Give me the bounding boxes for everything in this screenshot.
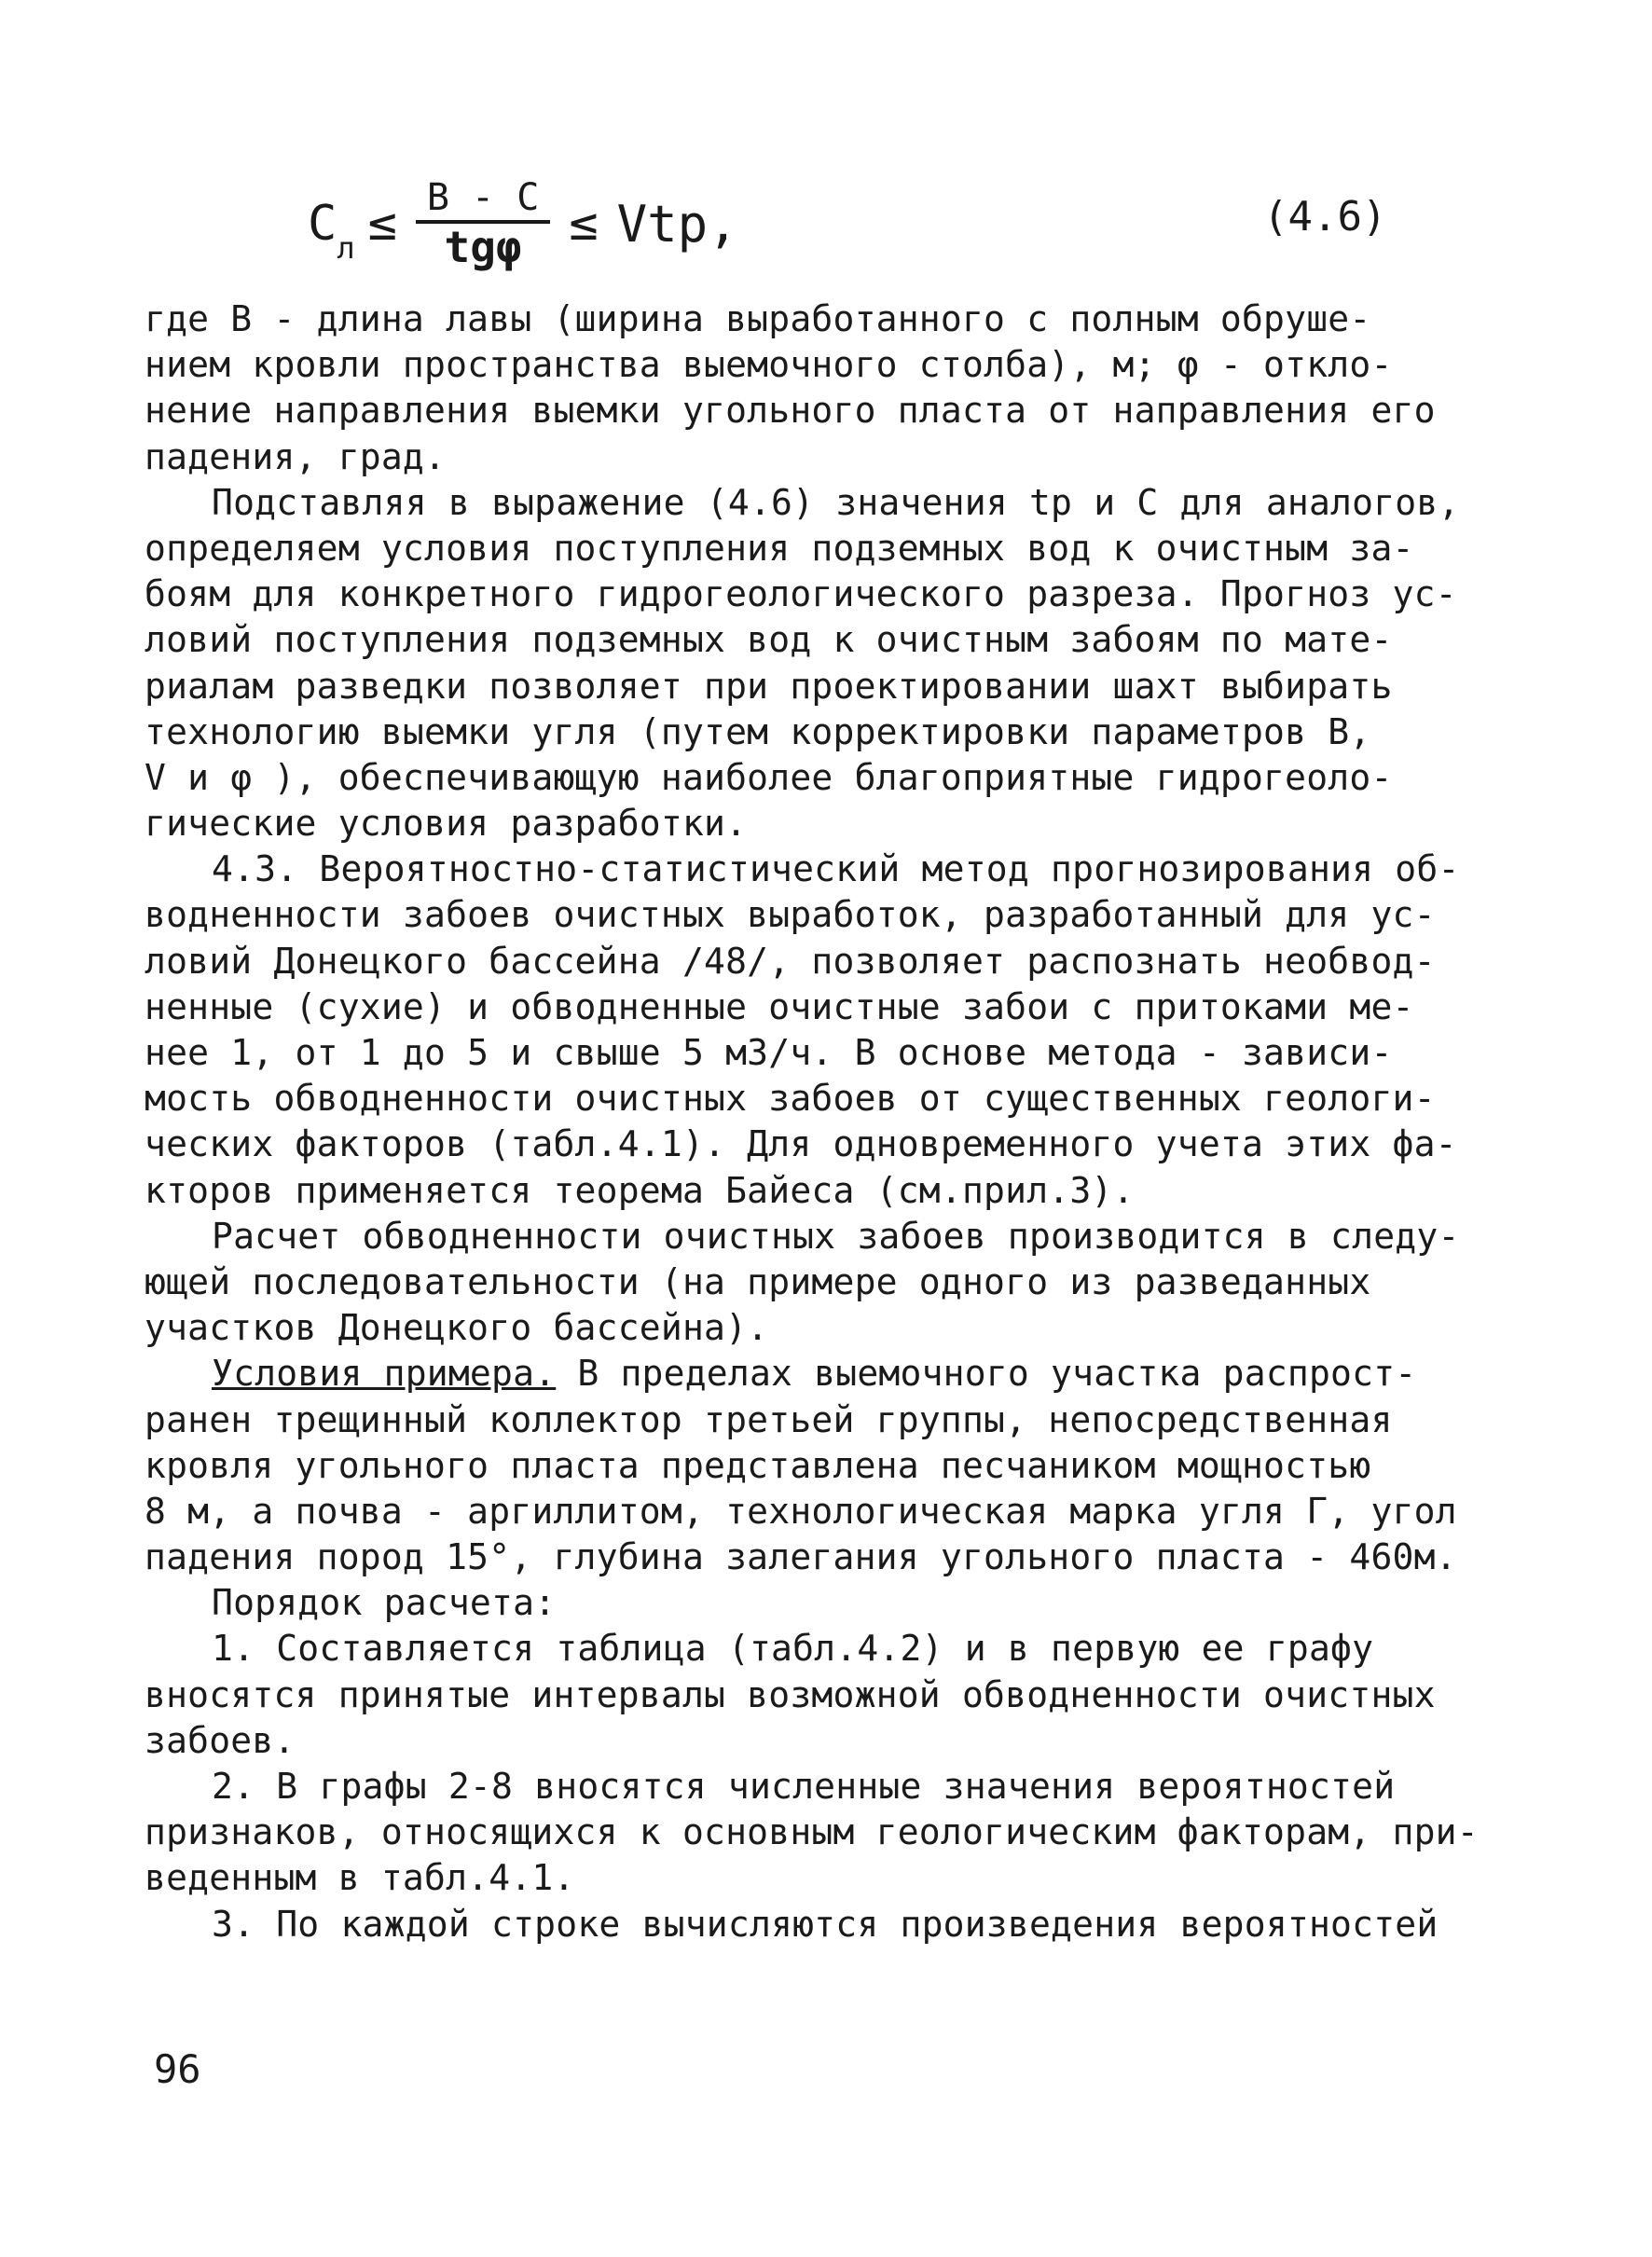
body-text: [145, 296, 1515, 1947]
text-line: Порядок расчета:: [212, 1582, 557, 1624]
text-line: забоев.: [145, 1719, 296, 1761]
text-line: вносятся принятые интервалы возможной обводненности очистных: [145, 1673, 1436, 1715]
example-heading: Условия примера.: [212, 1353, 557, 1395]
formula-c: $C_л$: [308, 196, 355, 266]
text-line: 8 м, а почва - аргиллитом, технологическая марка угля Г, угол: [145, 1490, 1457, 1532]
text-line: ющей последовательности (на примере одного из разведанных: [145, 1260, 1371, 1302]
text-line: Расчет обводненности очистных забоев производится в следу-: [212, 1215, 1460, 1257]
formula-c-subscript: л: [337, 230, 355, 266]
formula-denominator: tgφ: [444, 221, 522, 272]
text-line: где B - длина лавы (ширина выработанного с полным обруше-: [145, 298, 1371, 339]
text-line: ловий Донецкого бассейна /48/, позволяет распознать необвод-: [145, 940, 1436, 982]
text-line: признаков, относящихся к основным геологическим факторам, при-: [145, 1811, 1479, 1853]
text-line: падения, град.: [145, 435, 447, 477]
formula-4-6: [308, 172, 738, 275]
page-number: 96: [154, 2046, 201, 2092]
text-line: ческих факторов (табл.4.1). Для одновременного учета этих фа-: [145, 1123, 1457, 1165]
formula-rhs: Vtp,: [616, 194, 738, 254]
text-line: V и φ ), обеспечивающую наиболее благоприятные гидрогеоло-: [145, 756, 1393, 798]
text-line: риалам разведки позволяет при проектировании шахт выбирать: [145, 665, 1393, 707]
text-line: 1. Составляется таблица (табл.4.2) и в первую ее графу: [212, 1628, 1374, 1670]
text-line: веденным в табл.4.1.: [145, 1857, 575, 1899]
text-line: 4.3. Вероятностно-статистический метод прогнозирования об-: [212, 848, 1460, 890]
text-line: Подставляя в выражение (4.6) значения tp и C для аналогов,: [212, 481, 1460, 523]
text-line: падения пород 15°, глубина залегания угольного пласта - 460м.: [145, 1536, 1457, 1578]
text-line: водненности забоев очистных выработок, разработанный для ус-: [145, 894, 1436, 936]
text-line: боям для конкретного гидрогеологического разреза. Прогноз ус-: [145, 573, 1457, 615]
text-line: 3. По каждой строке вычисляются произведения вероятностей: [212, 1903, 1439, 1945]
text-line: нение направления выемки угольного пласта от направления его: [145, 390, 1436, 432]
formula-le-sign: ≤: [367, 196, 397, 252]
example-heading-rest: В пределах выемочного участка распрост-: [556, 1353, 1417, 1395]
formula-le-sign-2: ≤: [569, 196, 599, 252]
text-line: нием кровли пространства выемочного столба), м; φ - откло-: [145, 344, 1393, 386]
text-line: кторов применяется теорема Байеса (см.прил.3).: [145, 1169, 1135, 1211]
text-line: ненные (сухие) и обводненные очистные забои с притоками ме-: [145, 985, 1414, 1027]
text-line: определяем условия поступления подземных вод к очистным за-: [145, 527, 1414, 569]
equation-number: (4.6): [1263, 193, 1387, 241]
text-line: нее 1, от 1 до 5 и свыше 5 м3/ч. В основе метода - зависи-: [145, 1032, 1393, 1073]
formula-fraction: [416, 177, 550, 271]
formula-row: [308, 172, 1520, 284]
text-line: ловий поступления подземных вод к очистным забоям по мате-: [145, 619, 1393, 661]
text-line: технологию выемки угля (путем корректировки параметров B,: [145, 710, 1371, 752]
text-line: 2. В графы 2-8 вносятся численные значения вероятностей: [212, 1766, 1396, 1807]
formula-numerator: B - C: [416, 177, 550, 224]
text-line: мость обводненности очистных забоев от существенных геологи-: [145, 1078, 1436, 1120]
text-line: участков Донецкого бассейна).: [145, 1307, 769, 1349]
example-conditions-line: [145, 1351, 1515, 1397]
text-line: кровля угольного пласта представлена песчаником мощностью: [145, 1444, 1371, 1486]
text-line: ранен трещинный коллектор третьей группы, непосредственная: [145, 1398, 1393, 1440]
text-line: гические условия разработки.: [145, 803, 748, 845]
